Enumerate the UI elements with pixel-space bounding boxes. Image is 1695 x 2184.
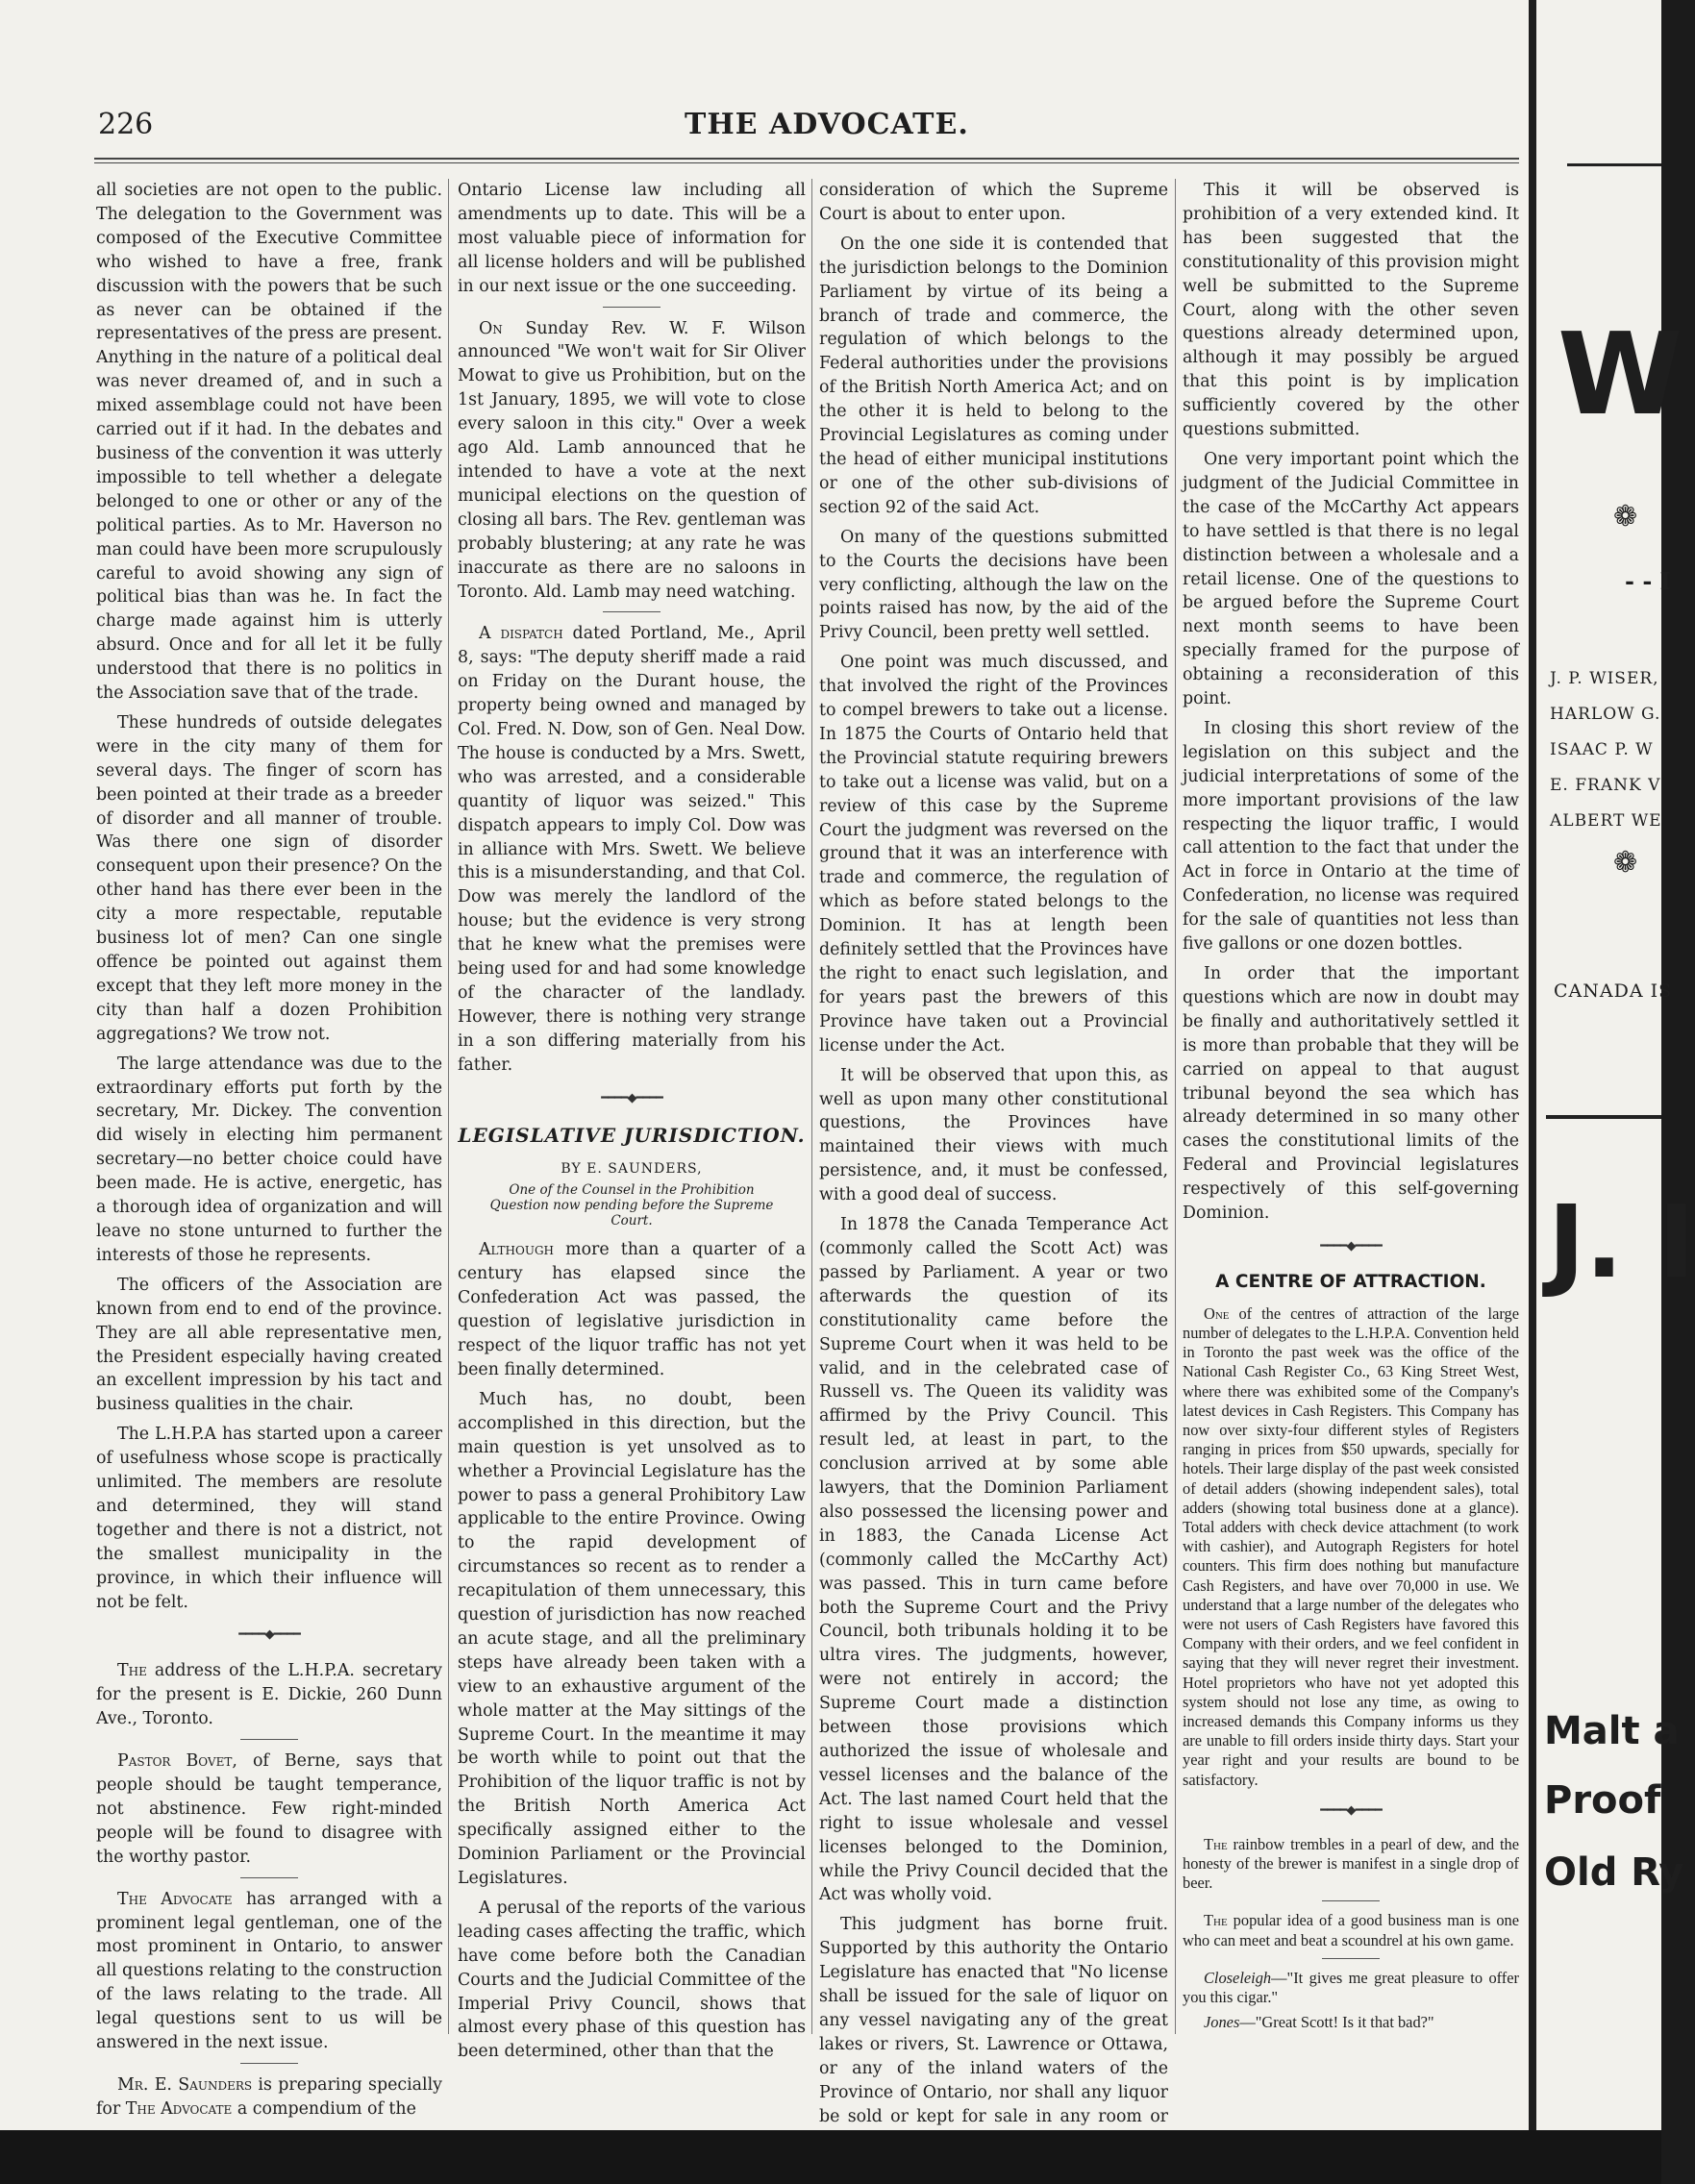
lead-in: The Advocate — [117, 1889, 233, 1909]
publication-name: The Advocate — [125, 2098, 233, 2119]
item-divider — [1322, 1900, 1380, 1901]
item-divider — [1322, 1958, 1380, 1959]
column-divider — [1175, 179, 1176, 2034]
item-text: is preparing specially for — [96, 2074, 442, 2119]
article-paragraph: On many of the questions submitted to the Courts the decisions have been very conflicting, although the law on the points raised has now, by the aid of the Privy Council, been pretty well settled. — [819, 527, 1168, 643]
news-item — [96, 1659, 442, 1731]
article-paragraph: One very important point which the judgment of the Judicial Committee in the case of the McCarthy Act appears to have settled is that there is no legal distinction between a wholesale and a retail license. One of the questions to be argued before the Supreme Court next month seems to have been specially framed for the purpose of obtaining a reconsideration of this point. — [1183, 449, 1519, 709]
article-paragraph: One point was much discussed, and that involved the right of the Provinces to compel brewers to take out a license. In 1875 the Courts of Ontario held that the Provincial statute requiring brewers to take out a license was valid, but on a review of this case by the Supreme Court the judgment was reversed on the ground that it was an interference with trade and commerce, the regulation of which as before stated belongs to the Dominion. It has at length been definitely settled that the Provinces have the right to enact such legislation, and for years past the brewers of this Province have taken out a Provincial license under the Act. — [819, 653, 1168, 1055]
ad-line: Proof — [1544, 1778, 1661, 1823]
scan-border — [0, 2130, 1661, 2184]
paragraph: The large attendance was due to the extraordinary efforts put forth by the secretary, Mr. Dickey. The convention did wisely in electing him permanent secretary—no better choice could have been made. He is active, energetic, has a thorough idea of organization and will leave no stone unturned to further the interests of those he represents. — [96, 1054, 442, 1265]
item-text: popular idea of a good business man is one who can meet and beat a scoundrel at his own game. — [1183, 1911, 1519, 1949]
ad-big-initial: J. I — [1548, 1183, 1695, 1301]
article-byline: BY E. SAUNDERS, — [561, 1160, 703, 1177]
article-paragraph: This judgment has borne fruit. Supported by this authority the Ontario Legislature has enacted that "No license shall be issued for the sale of liquor on any vessel navigating any of the great lakes or rivers, St. Lawrence or Ottawa, or any of the inland waters of the Province of Ontario, nor shall any liquor be sold or kept for sale in any room or — [819, 1915, 1168, 2126]
section-ornament: ━━━━◆━━━━ — [1320, 1802, 1382, 1818]
paragraph: Ontario License law including all amendments up to date. This will be a most valuable piece of information for all license holders and will be published in our next issue or the one succeeding. — [458, 181, 806, 296]
article-paragraph: consideration of which the Supreme Court is about to enter upon. — [819, 181, 1168, 224]
lead-in: A dispatch — [479, 624, 563, 644]
lead-in: The — [117, 1661, 147, 1681]
article-paragraph: In order that the important questions which are now in doubt may be finally and authoritatively settled it is more than probable that they will be carried on appeal to that august tribunal beyond the sea which has already determined in so many other cases the constitutional limits of the Federal and Provincial legislatures respectively of this self-governing Dominion. — [1183, 964, 1519, 1224]
news-item — [96, 1750, 442, 1870]
lead-in: The — [1204, 1911, 1228, 1930]
ad-name-list — [1550, 661, 1662, 839]
item-divider — [240, 1877, 298, 1878]
ad-tagline: CANADA IS — [1554, 980, 1673, 1002]
dialogue-line — [1183, 2013, 1519, 2032]
speaker: Closeleigh — [1204, 1968, 1272, 1987]
item-divider — [240, 2063, 298, 2064]
section-ornament: ━━━━◆━━━━ — [1320, 1238, 1382, 1253]
dialogue-line — [1183, 1969, 1519, 2007]
lead-in: On — [479, 318, 503, 338]
item-text: —"Great Scott! Is it that bad?" — [1239, 2013, 1434, 2032]
news-item — [1183, 1911, 1519, 1949]
ad-border — [1567, 163, 1661, 166]
item-divider — [603, 307, 661, 308]
ad-name: J. P. WISER, — [1550, 669, 1659, 688]
item-text: a compendium of the — [232, 2098, 416, 2119]
article-paragraph: It will be observed that upon this, as well as upon many other constitutional questions, the Provinces have maintained their views with much persistence, and, it must be confessed, with a good deal of success. — [819, 1065, 1168, 1205]
paragraph: all societies are not open to the public. The delegation to the Government was composed of the Executive Committee who wished to have a free, frank discussion with the powers that be such as never can be obtained if the representatives of the press are present. Anything in the nature of a political deal was never dreamed of, and in such a mixed assemblage could not have been carried out if it had. In the debates and business of the convention it was utterly impossible to tell whether a delegate belonged to one or other or any of the political parties. As to Mr. Haverson no man could have been more scrupulously careful to avoid showing any sign of political bias than was he. In fact the charge made against him is utterly absurd. Once and for all let it be fully understood that there is no politics in the Association save that of the trade. — [96, 181, 442, 704]
section-heading: A CENTRE OF ATTRACTION. — [1215, 1271, 1486, 1292]
page-number: 226 — [98, 108, 154, 141]
item-text: rainbow trembles in a pearl of dew, and the honesty of the brewer is manifest in a single drop of beer. — [1183, 1834, 1519, 1893]
column-4 — [1183, 179, 1519, 2038]
article-paragraph: This it will be observed is prohibition of a very extended kind. It has been suggested that the constitutionality of this provision might well be submitted to the Supreme Court, along with the other seven questions already determined upon, although it may possibly be argued that this point is by implication sufficiently covered by the other questions submitted. — [1183, 181, 1519, 440]
item-text: has arranged with a prominent legal gentleman, one of the most prominent in Ontario, to answer all questions relating to the construction of the laws relating to the trade. All legal questions sent to us will be answered in the next issue. — [96, 1889, 442, 2053]
item-divider — [603, 611, 661, 612]
header-rule — [94, 158, 1519, 160]
article-paragraph: In closing this short review of the legislation on this subject and the judicial interpretations of some of the more important provisions of the law respecting the liquor traffic, I would call attention to the fact that under the Act in force in Ontario at the time of Confederation, no license was required for the sale of quantities not less than five gallons or one dozen bottles. — [1183, 718, 1519, 955]
column-1 — [96, 179, 442, 2127]
column-divider — [448, 179, 449, 2034]
news-item — [1183, 1835, 1519, 1894]
ad-name: ALBERT WE — [1550, 811, 1662, 831]
paragraph: These hundreds of outside delegates were in the city many of them for several days. The finger of scorn has been pointed at their trade as a breeder of disorder and all manner of trouble. Was there one sign of disorder consequent upon their presence? On the other hand has there ever been in the city a more respectable, reputable business lot of men? Can one single offence be pointed out against them except that they left more money in the city than half a dozen Prohibition aggregations? We trow not. — [96, 712, 442, 1044]
ad-name: HARLOW G. — [1550, 705, 1661, 724]
news-item — [1183, 1304, 1519, 1790]
lead-in: The — [1204, 1834, 1228, 1853]
column-divider — [811, 179, 812, 2034]
ad-name: ISAAC P. W — [1550, 740, 1654, 759]
article-paragraph — [458, 1238, 806, 1381]
lead-in: Mr. E. Saunders — [117, 2074, 253, 2095]
paragraph: The officers of the Association are known from end to end of the province. They are all able representative men, the President especially having created an excellent impression by his tact and business qualities in the chair. — [96, 1275, 442, 1415]
section-ornament: ━━━━◆━━━━ — [238, 1627, 300, 1643]
item-text: Sunday Rev. W. F. Wilson announced "We won't wait for Sir Oliver Mowat to give us Prohibition, but on the 1st January, 1895, we will vote to close every saloon in this city." Over a week ago Ald. Lamb announced that he intended to have a vote at the next municipal elections on the question of closing all bars. The Rev. gentleman was probably blustering; at any rate he was inaccurate as there are no saloons in Toronto. Ald. Lamb may need watching. — [458, 318, 806, 602]
lead-in: Pastor Bovet, — [117, 1751, 237, 1772]
news-item — [96, 2073, 442, 2122]
header-rule-thin — [94, 162, 1519, 163]
ad-big-letter: W — [1558, 308, 1683, 440]
news-item — [458, 317, 806, 605]
ad-line: Malt a — [1544, 1709, 1680, 1753]
paragraph: The L.H.P.A has started upon a career of usefulness whose scope is practically unlimited. The members are resolute and determined, they will stand together and there is not a district, not the smallest municipality in the province, in which their influence will not be felt. — [96, 1425, 442, 1612]
ad-border — [1546, 1115, 1661, 1119]
item-text: —"It gives me great pleasure to offer you this cigar." — [1183, 1968, 1519, 2006]
item-text: of Berne, says that people should be taught temperance, not abstinence. Few right-minded people will be found to disagree with the worthy pastor. — [96, 1751, 443, 1867]
news-item — [96, 1888, 442, 2055]
dash-ornament: - - I — [1625, 567, 1671, 595]
item-text: of the centres of attraction of the large number of delegates to the L.H.P.A. Convention held in Toronto the past week was the office of the National Cash Register Co., 63 King Street West, where there was exhibited some of the Company's latest devices in Cash Registers. This Company has now over sixty-four different styles of Registers ranging in prices from $50 upwards, specially for hotels. Their large display of the past week consisted of detail adders (showing independent sales), total adders (showing total business done at a glance). Total adders with check device attachment (to work with cashier), and Autograph Registers for hotel counters. This firm does nothing but manufacture Cash Registers, and have over 70,000 in use. We understand that a large number of the delegates who were not users of Cash Registers have favored this Company with their orders, and we feel confident in saying that they will never regret their investment. Hotel proprietors who have not yet adopted this system should not lose any time, as owing to increased demands this Company informs us they are unable to fill orders inside thirty days. Start your year right and your results are bound to be satisfactory. — [1183, 1303, 1519, 1789]
article-paragraph: A perusal of the reports of the various leading cases affecting the traffic, which have come before both the Canadian Courts and the Judicial Committee of the Imperial Privy Council, shows that almost every phase of this question has been determined, other than that the — [458, 1898, 806, 2062]
masthead-title: THE ADVOCATE. — [685, 108, 969, 141]
item-text: address of the L.H.P.A. secretary for the present is E. Dickie, 260 Dunn Ave., Toronto. — [96, 1661, 442, 1729]
page-gutter — [1529, 0, 1536, 2130]
lead-in: One — [1204, 1303, 1230, 1323]
article-paragraph: On the one side it is contended that the jurisdiction belongs to the Dominion Parliament by virtue of its being a branch of trade and commerce, the regulation of which belongs to the Federal authorities under the provisions of the British North America Act; and on the other it is held to belong to the Provincial Legislatures as coming under the head of either municipal institutions or one of the other sub-divisions of section 92 of the said Act. — [819, 234, 1168, 517]
byline-description: One of the Counsel in the Prohibition Question now pending before the Supreme Court. — [489, 1182, 774, 1229]
ornament-icon: ❁ — [1613, 500, 1638, 534]
news-item — [458, 622, 806, 1077]
ornament-icon: ❁ — [1613, 846, 1638, 880]
column-3 — [819, 179, 1168, 2158]
ad-line: Old Ry — [1544, 1850, 1684, 1895]
lead-in: Although — [479, 1240, 555, 1260]
article-title: LEGISLATIVE JURISDICTION. — [458, 1123, 806, 1147]
item-divider — [240, 1739, 298, 1740]
item-text: dated Portland, Me., April 8, says: "The deputy sheriff made a raid on Friday on the Durant house, the property being owned and managed by Col. Fred. N. Dow, son of Gen. Neal Dow. The house is conducted by a Mrs. Swett, who was arrested, and a considerable quantity of liquor was seized." This dispatch appears to imply Col. Dow was in alliance with Mrs. Swett. We believe this is a misunderstanding, and that Col. Dow was merely the landlord of the house; but the evidence is very strong that he knew what the premises were being used for and had some knowledge of the character of the landlady. However, there is nothing very strange in a son differing materially from his father. — [458, 624, 806, 1075]
ad-name: E. FRANK V — [1550, 776, 1661, 795]
section-ornament: ━━━━◆━━━━ — [601, 1090, 662, 1105]
column-2 — [458, 179, 806, 2070]
speaker: Jones — [1204, 2013, 1240, 2032]
facing-page-advertisement — [1529, 0, 1695, 2130]
article-paragraph: In 1878 the Canada Temperance Act (commonly called the Scott Act) was passed by Parliament. A year or two afterwards the question of its constitutionality came before the Supreme Court when it was held to be valid, and in the celebrated case of Russell vs. The Queen its validity was affirmed by the Privy Council. This result led, at least in part, to the conclusion arrived at by some able lawyers, that the Dominion Parliament also possessed the licensing power and in 1883, the Canada License Act (commonly called the McCarthy Act) was passed. This in turn came before both the Supreme Court and the Privy Council, both tribunals holding it to be ultra vires. The judgments, however, were not entirely in accord; the Supreme Court made a distinction between those provisions which authorized the issue of wholesale and vessel licenses and the balance of the Act. The last named Court held that the right to issue wholesale and vessel licenses belonged to the Dominion, while the Privy Council decided that the Act was wholly void. — [819, 1215, 1168, 1905]
article-paragraph: Much has, no doubt, been accomplished in this direction, but the main question is yet unsolved as to whether a Provincial Legislature has the power to pass a general Prohibitory Law applicable to the entire Province. Owing to the rapid development of circumstances so recent as to render a recapitulation of them unnecessary, this question of jurisdiction has now reached an acute stage, and all the preliminary steps have already been taken with a view to an exhaustive argument of the whole matter at the May sittings of the Supreme Court. In the meantime it may be worth while to point out that the Prohibition of the liquor traffic is not by the British North America Act specifically assigned either to the Dominion Parliament or the Provincial Legislatures. — [458, 1389, 806, 1888]
item-text: more than a quarter of a century has elapsed since the Confederation Act was passed, the question of legislative jurisdiction in respect of the liquor traffic has not yet been finally determined. — [458, 1240, 806, 1379]
